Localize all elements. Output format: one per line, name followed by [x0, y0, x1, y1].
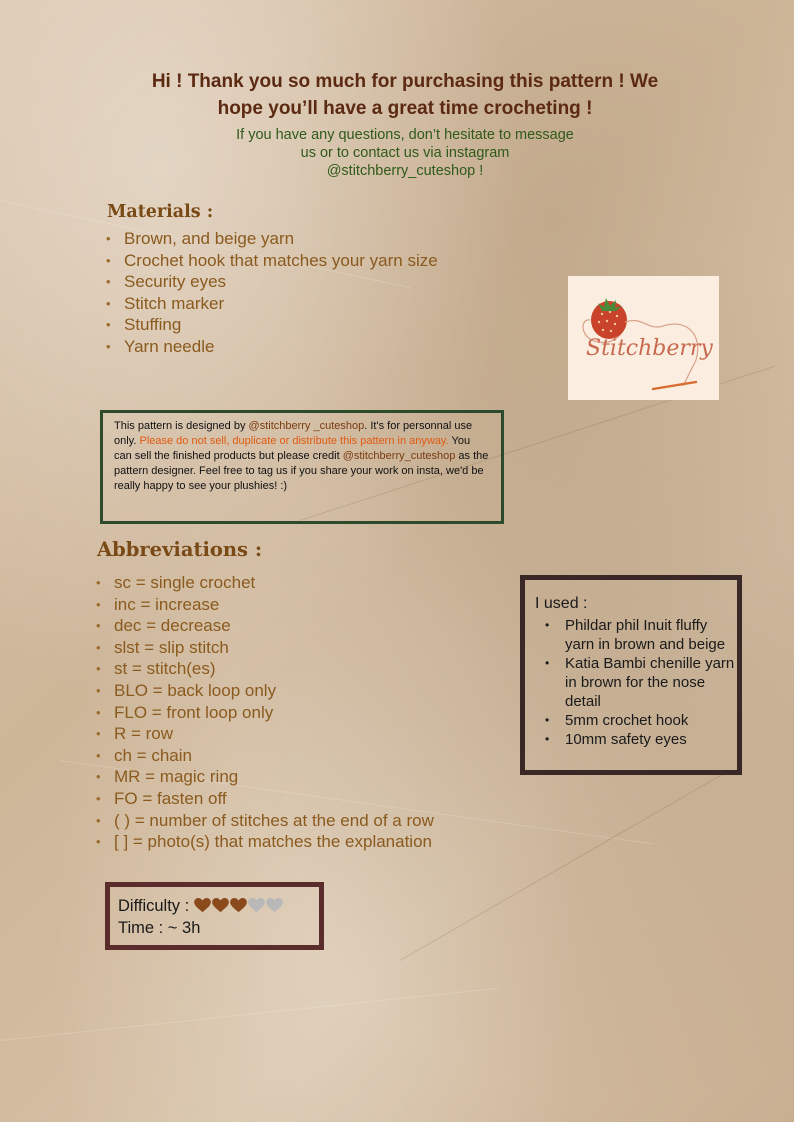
abbreviations-list	[96, 572, 434, 853]
list-item: • FO = fasten off	[96, 788, 434, 810]
list-item: • BLO = back loop only	[96, 680, 434, 702]
greeting-line-1: Hi ! Thank you so much for purchasing this pattern ! We	[151, 71, 659, 92]
list-item: • inc = increase	[96, 594, 434, 616]
difficulty-row	[118, 895, 311, 917]
list-item: • Security eyes	[106, 271, 438, 293]
materials-heading: Materials :	[107, 202, 214, 222]
paper-crease	[400, 770, 730, 961]
instagram-handle: @stitchberry _cuteshop	[248, 420, 365, 432]
difficulty-rating	[194, 897, 284, 915]
heart-filled-icon	[194, 898, 211, 913]
stitchberry-logo	[568, 276, 719, 400]
list-item: • R = row	[96, 723, 434, 745]
list-item: • st = stitch(es)	[96, 658, 434, 680]
notice-text: as the pattern designer. Feel free to tag us if you share your work on insta, we'd be really happy to see your plushies! :)	[114, 450, 489, 492]
paper-crease	[0, 988, 497, 1041]
list-item: • Brown, and beige yarn	[106, 228, 438, 250]
contact-text	[190, 126, 620, 180]
materials-used-box	[520, 575, 742, 775]
notice-warning: Please do not sell, duplicate or distribute this pattern in anyway.	[139, 435, 449, 447]
notice-text: . It's for personnal use only.	[114, 420, 473, 447]
list-item: • Stuffing	[106, 314, 438, 336]
list-item: • 10mm safety eyes	[535, 730, 737, 749]
list-item: • FLO = front loop only	[96, 702, 434, 724]
heart-empty-icon	[248, 898, 265, 913]
abbreviations-heading: Abbreviations :	[97, 538, 263, 561]
list-item: • Stitch marker	[106, 293, 438, 315]
list-item: • Phildar phil Inuit fluffy yarn in brown and beige	[535, 616, 737, 654]
list-item: • Crochet hook that matches your yarn size	[106, 250, 438, 272]
list-item: • ch = chain	[96, 745, 434, 767]
logo-wordmark: Stitchberry	[586, 336, 713, 361]
list-item: • ( ) = number of stitches at the end of a row	[96, 810, 434, 832]
list-item: • MR = magic ring	[96, 766, 434, 788]
difficulty-box	[105, 882, 324, 950]
contact-line-1: If you have any questions, don’t hesitate to message	[236, 127, 574, 143]
used-title: I used :	[535, 595, 588, 612]
used-list	[535, 616, 737, 749]
list-item: • Yarn needle	[106, 336, 438, 358]
list-item: • Katia Bambi chenille yarn in brown for the nose detail	[535, 654, 737, 711]
list-item: • dec = decrease	[96, 615, 434, 637]
list-item: • 5mm crochet hook	[535, 711, 737, 730]
contact-line-3: @stitchberry_cuteshop !	[326, 163, 484, 179]
list-item: • slst = slip stitch	[96, 637, 434, 659]
notice-text: You can sell the finished products but please credit	[114, 435, 471, 462]
heart-filled-icon	[230, 898, 247, 913]
greeting-line-2: hope you’ll have a great time crocheting !	[217, 98, 593, 119]
materials-list	[106, 228, 438, 358]
list-item: • sc = single crochet	[96, 572, 434, 594]
instagram-handle: @stitchberry_cuteshop	[342, 450, 456, 462]
time-estimate: Time : ~ 3h	[118, 919, 201, 937]
usage-notice	[100, 410, 504, 524]
heart-empty-icon	[266, 898, 283, 913]
list-item: • [ ] = photo(s) that matches the explanation	[96, 831, 434, 853]
contact-line-2: us or to contact us via instagram	[300, 145, 510, 161]
notice-text: This pattern is designed by	[114, 420, 249, 432]
greeting-title	[110, 68, 700, 122]
heart-filled-icon	[212, 898, 229, 913]
difficulty-label: Difficulty :	[118, 897, 194, 915]
